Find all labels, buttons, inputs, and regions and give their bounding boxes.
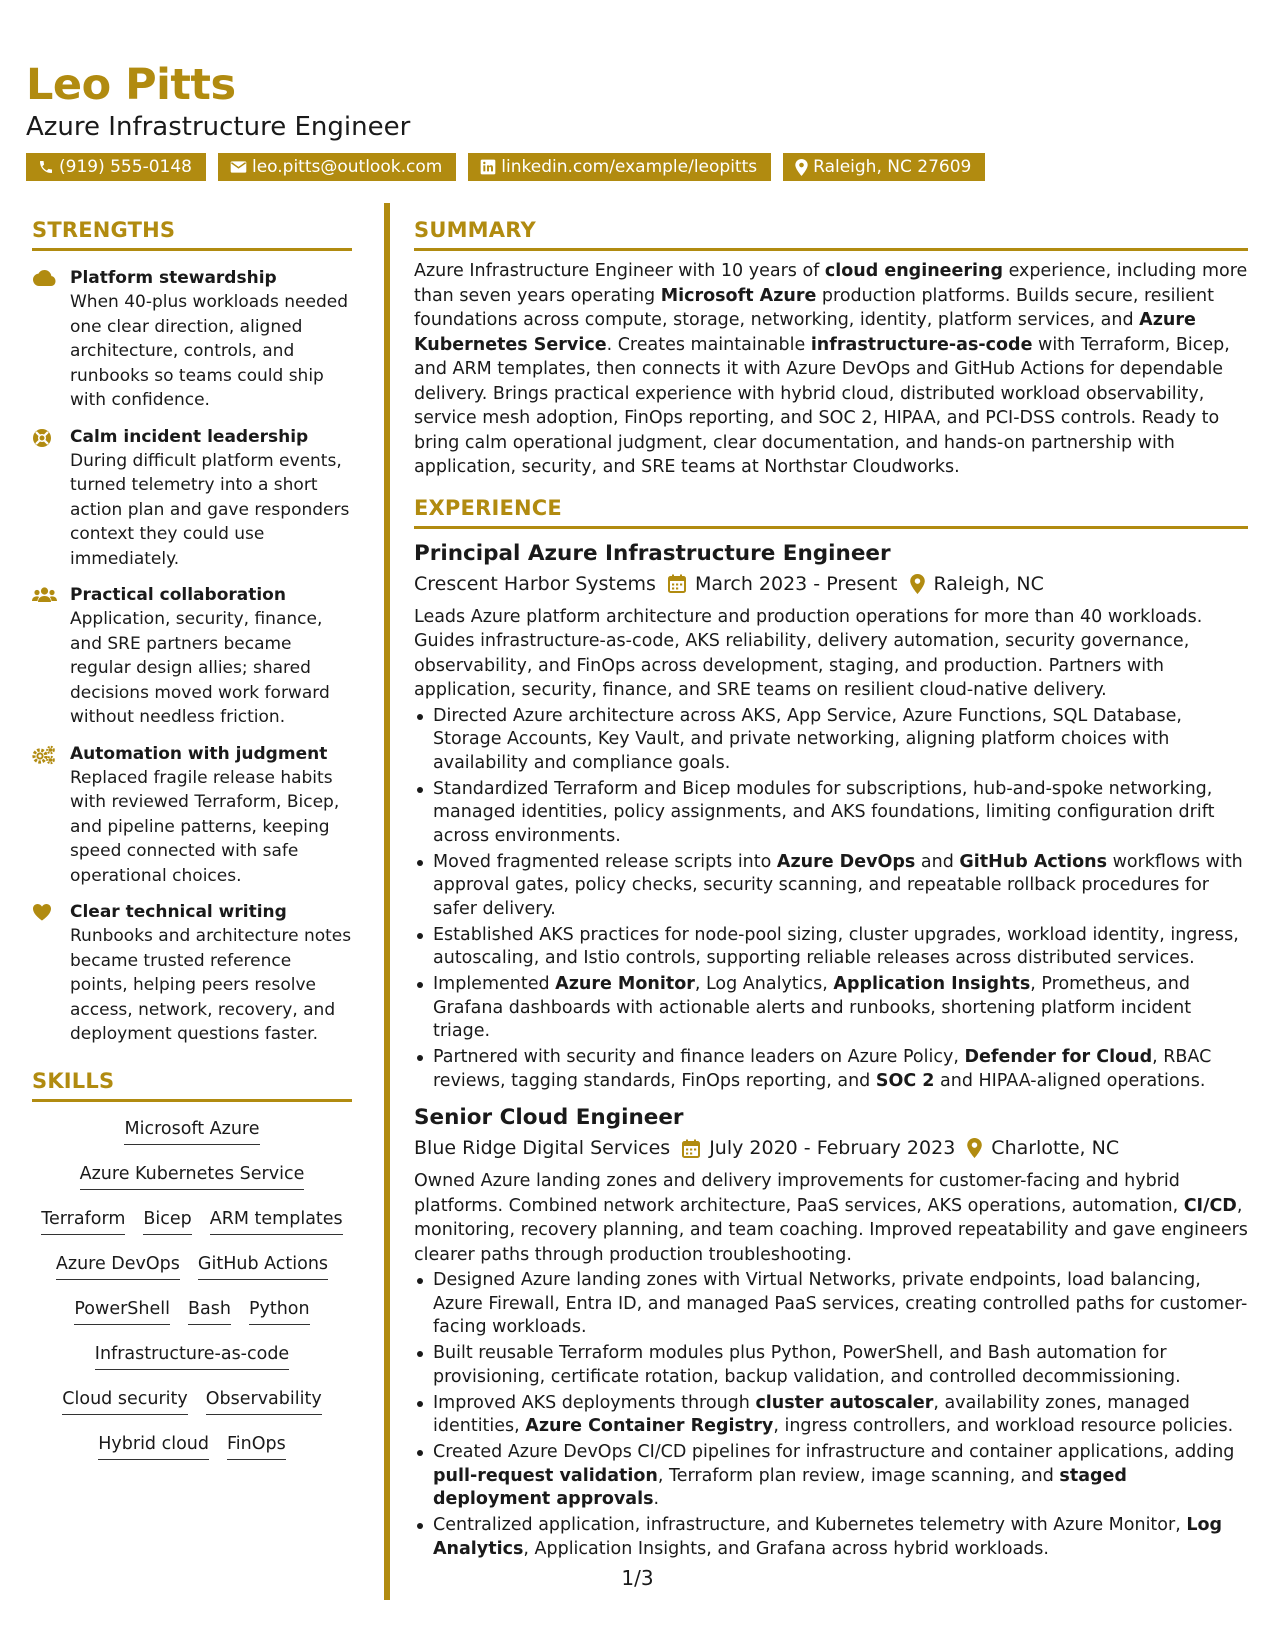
- phone-icon: [38, 159, 54, 175]
- bold-text: Application Insights: [833, 974, 1031, 994]
- skill-tag: Terraform: [41, 1208, 125, 1235]
- bullet-item: [414, 1269, 1248, 1340]
- bullet-item: [414, 778, 1248, 849]
- strength-title: Platform stewardship: [70, 268, 277, 288]
- skill-tag: Hybrid cloud: [98, 1433, 209, 1460]
- job-bullets: [414, 1269, 1248, 1561]
- skill-row: [32, 1161, 352, 1206]
- skill-tag: Infrastructure-as-code: [95, 1343, 289, 1370]
- bullet-item: [414, 973, 1248, 1044]
- life-ring-icon: [32, 426, 70, 572]
- job-bullets: [414, 705, 1248, 1094]
- text-run: production platforms. Builds secure, resilient foundations across compute, storage, networking, identity, platform services, and: [414, 285, 1214, 330]
- text-run: Established AKS practices for node-pool sizing, cluster upgrades, workload identity, ingress, autoscaling, and Istio controls, supporting reliable releases across distributed services.: [433, 924, 1239, 968]
- job-position-title: Principal Azure Infrastructure Engineer: [414, 540, 891, 566]
- bold-text: Microsoft Azure: [660, 285, 817, 306]
- text-run: Centralized application, infrastructure, and Kubernetes telemetry with Azure Monitor,: [433, 1515, 1187, 1535]
- bullet-item: [414, 851, 1248, 922]
- skills-list: [32, 1116, 352, 1476]
- skill-tag: Observability: [206, 1388, 322, 1415]
- bullet-item: [414, 705, 1248, 776]
- text-run: , Application Insights, and Grafana across hybrid workloads.: [523, 1538, 1049, 1559]
- strength-item: [32, 267, 352, 413]
- text-run: , Log Analytics,: [694, 974, 834, 994]
- calendar-icon: [682, 1139, 700, 1158]
- strength-title: Clear technical writing: [70, 902, 287, 922]
- skill-tag: Cloud security: [62, 1388, 187, 1415]
- text-run: Directed Azure architecture across AKS, App Service, Azure Functions, SQL Database, Storage Accounts, Key Vault, and private networking, aligning platform choices with availability and compliance goals.: [433, 705, 1182, 773]
- strength-item: [32, 426, 352, 572]
- bold-text: cloud engineering: [824, 261, 1004, 281]
- text-run: Partnered with security and finance leaders on Azure Policy,: [433, 1047, 965, 1067]
- skill-tag: Azure DevOps: [56, 1253, 180, 1280]
- text-run: , availability zones, managed identities,: [433, 1392, 1190, 1436]
- strength-title: Practical collaboration: [70, 585, 286, 605]
- skill-row: [32, 1206, 352, 1251]
- skill-row: [32, 1296, 352, 1341]
- text-run: with Terraform, Bicep, and ARM templates, then connects it with Azure DevOps and GitHub Actions for dependable delivery. Brings practical experience with hybrid cloud, distributed workload observability, service mesh adoption, FinOps reporting, and SOC 2, HIPAA, and PCI-DSS controls. Ready to bring calm operational judgment, clear documentation, and hands-on partnership with application, security, and SRE teams at Northstar Cloudworks.: [414, 334, 1230, 477]
- strength-desc: When 40-plus workloads needed one clear direction, aligned architecture, controls, and runbooks so teams could ship with confidence.: [70, 292, 349, 410]
- text-run: , RBAC reviews, tagging standards, FinOps reporting, and: [433, 1047, 1212, 1091]
- map-pin-icon: [910, 574, 925, 594]
- skill-row: [32, 1116, 352, 1161]
- bold-text: Defender for Cloud: [964, 1047, 1153, 1067]
- job-company: Crescent Harbor Systems: [414, 572, 656, 595]
- email-text: leo.pitts@outlook.com: [251, 157, 443, 177]
- candidate-name: Leo Pitts: [26, 60, 236, 110]
- email-chip[interactable]: [218, 153, 456, 181]
- strength-desc: During difficult platform events, turned telemetry into a short action plan and gave responders context they could use immediately.: [70, 450, 350, 569]
- cloud-icon: [32, 267, 70, 413]
- job-title: Azure Infrastructure Engineer: [26, 112, 411, 142]
- skill-row: [32, 1251, 352, 1296]
- contact-bar: [26, 153, 985, 181]
- phone-chip: [26, 153, 206, 181]
- bold-text: Azure Kubernetes Service: [414, 310, 1196, 355]
- strength-item: [32, 743, 352, 889]
- bold-text: CI/CD: [1183, 1195, 1237, 1216]
- strength-desc: Runbooks and architecture notes became trusted reference points, helping peers resolve access, network, recovery, and deployment questions faster.: [70, 926, 352, 1044]
- text-run: and: [915, 851, 960, 872]
- text-run: , ingress controllers, and workload resource policies.: [773, 1416, 1234, 1436]
- job-meta: [414, 569, 1248, 599]
- experience-heading: EXPERIENCE: [414, 496, 1248, 529]
- skill-tag: FinOps: [227, 1433, 286, 1460]
- strength-desc: Application, security, finance, and SRE partners became regular design allies; shared decisions moved work forward without needless friction.: [70, 609, 330, 727]
- users-icon: [32, 584, 70, 730]
- summary-heading: SUMMARY: [414, 218, 1248, 251]
- strengths-list: [32, 267, 352, 1047]
- job-location: Raleigh, NC: [933, 572, 1044, 595]
- text-run: Designed Azure landing zones with Virtual Networks, private endpoints, load balancing, Azure Firewall, Entra ID, and managed PaaS services, creating controlled paths for customer-facing workloads.: [433, 1270, 1248, 1337]
- job-entry: [414, 1103, 1248, 1561]
- text-run: Implemented: [433, 974, 556, 994]
- text-run: experience, including more than seven years operating: [414, 261, 1248, 306]
- text-run: Owned Azure landing zones and delivery improvements for customer-facing and hybrid platforms. Combined network architecture, PaaS services, AKS operations, automation,: [414, 1171, 1184, 1216]
- bold-text: SOC 2: [875, 1070, 935, 1091]
- bold-text: Azure DevOps: [776, 851, 916, 872]
- text-run: Standardized Terraform and Bicep modules for subscriptions, hub-and-spoke networking, managed identities, policy assignments, and AKS foundations, limiting configuration drift across environments.: [433, 778, 1215, 846]
- bold-text: Log Analytics: [433, 1515, 1223, 1559]
- bold-text: pull-request validation: [433, 1465, 658, 1486]
- text-run: Azure Infrastructure Engineer with 10 years of: [414, 261, 825, 281]
- job-company: Blue Ridge Digital Services: [414, 1137, 671, 1159]
- text-run: , monitoring, recovery planning, and team coaching. Improved repeatability and gave engineers clearer paths through production troubleshooting.: [414, 1195, 1248, 1265]
- summary-text: [414, 259, 1248, 480]
- envelope-icon: [230, 160, 247, 174]
- job-location: Charlotte, NC: [991, 1137, 1120, 1159]
- strength-desc: Replaced fragile release habits with reviewed Terraform, Bicep, and pipeline patterns, keeping speed connected with safe operational choices.: [70, 767, 340, 886]
- skills-heading: SKILLS: [32, 1069, 352, 1102]
- bullet-item: [414, 1514, 1248, 1561]
- heart-icon: [32, 901, 70, 1047]
- text-run: and HIPAA-aligned operations.: [934, 1070, 1206, 1091]
- text-run: . Creates maintainable: [606, 334, 811, 355]
- bold-text: Azure Container Registry: [525, 1416, 774, 1436]
- job-dates: March 2023 - Present: [694, 572, 898, 595]
- text-run: , Terraform plan review, image scanning, and: [657, 1465, 1060, 1486]
- page-number: 1/3: [621, 1566, 654, 1590]
- text-run: Built reusable Terraform modules plus Python, PowerShell, and Bash automation for provisioning, certificate rotation, backup validation, and controlled decommissioning.: [433, 1343, 1181, 1387]
- column-divider: [384, 203, 390, 1600]
- bold-text: infrastructure-as-code: [810, 334, 1033, 355]
- location-text: Raleigh, NC 27609: [813, 157, 972, 177]
- map-pin-icon: [795, 159, 808, 176]
- text-run: workflows with approval gates, policy checks, security scanning, and repeatable rollback procedures for safer delivery.: [433, 851, 1243, 919]
- skill-tag: Azure Kubernetes Service: [80, 1163, 305, 1190]
- strength-item: [32, 584, 352, 730]
- skill-row: [32, 1431, 352, 1476]
- strength-item: [32, 901, 352, 1047]
- bullet-item: [414, 1046, 1248, 1093]
- strength-title: Calm incident leadership: [70, 426, 309, 447]
- text-run: , Prometheus, and Grafana dashboards with actionable alerts and runbooks, shortening platform incident triage.: [433, 974, 1192, 1041]
- bullet-item: [414, 1342, 1248, 1389]
- text-run: Improved AKS deployments through: [433, 1392, 756, 1413]
- bullet-item: [414, 1392, 1248, 1439]
- job-entry: [414, 539, 1248, 1094]
- linkedin-icon: [480, 159, 496, 175]
- cogs-icon: [32, 743, 70, 889]
- job-meta: [414, 1133, 1248, 1163]
- skill-tag: Bash: [188, 1298, 231, 1325]
- job-description: Leads Azure platform architecture and production operations for more than 40 workloads. Guides infrastructure-as-code, AKS reliability, delivery automation, security governance, observability, and FinOps across development, staging, and production. Partners with application, security, finance, and SRE teams on resilient cloud-native delivery.: [414, 606, 1203, 700]
- bold-text: staged deployment approvals: [433, 1465, 1127, 1509]
- text-run: .: [653, 1489, 660, 1509]
- map-pin-icon: [967, 1138, 982, 1158]
- skill-row: [32, 1341, 352, 1386]
- skill-tag: Bicep: [143, 1208, 191, 1235]
- bold-text: cluster autoscaler: [755, 1392, 934, 1413]
- right-column: [414, 218, 1248, 1564]
- bullet-item: [414, 1441, 1248, 1512]
- skill-tag: PowerShell: [74, 1298, 170, 1325]
- job-position-title: Senior Cloud Engineer: [414, 1105, 684, 1130]
- skill-tag: Python: [249, 1298, 310, 1325]
- linkedin-text: linkedin.com/example/leopitts: [501, 157, 758, 177]
- strength-title: Automation with judgment: [70, 743, 328, 764]
- text-run: Created Azure DevOps CI/CD pipelines for infrastructure and container applications, adding: [433, 1442, 1235, 1462]
- bold-text: GitHub Actions: [959, 851, 1108, 872]
- bullet-item: [414, 924, 1248, 971]
- job-dates: July 2020 - February 2023: [709, 1137, 956, 1159]
- skill-tag: Microsoft Azure: [124, 1118, 259, 1145]
- location-chip: [783, 153, 985, 181]
- linkedin-chip[interactable]: [468, 153, 771, 181]
- calendar-icon: [668, 574, 686, 593]
- skill-tag: ARM templates: [210, 1208, 343, 1235]
- skill-row: [32, 1386, 352, 1431]
- left-column: [32, 218, 352, 1476]
- text-run: Moved fragmented release scripts into: [433, 851, 777, 872]
- bold-text: Azure Monitor: [555, 974, 695, 994]
- job-description: [414, 1169, 1248, 1267]
- phone-text: (919) 555-0148: [59, 157, 192, 177]
- skill-tag: GitHub Actions: [198, 1253, 328, 1280]
- strengths-heading: STRENGTHS: [32, 218, 352, 251]
